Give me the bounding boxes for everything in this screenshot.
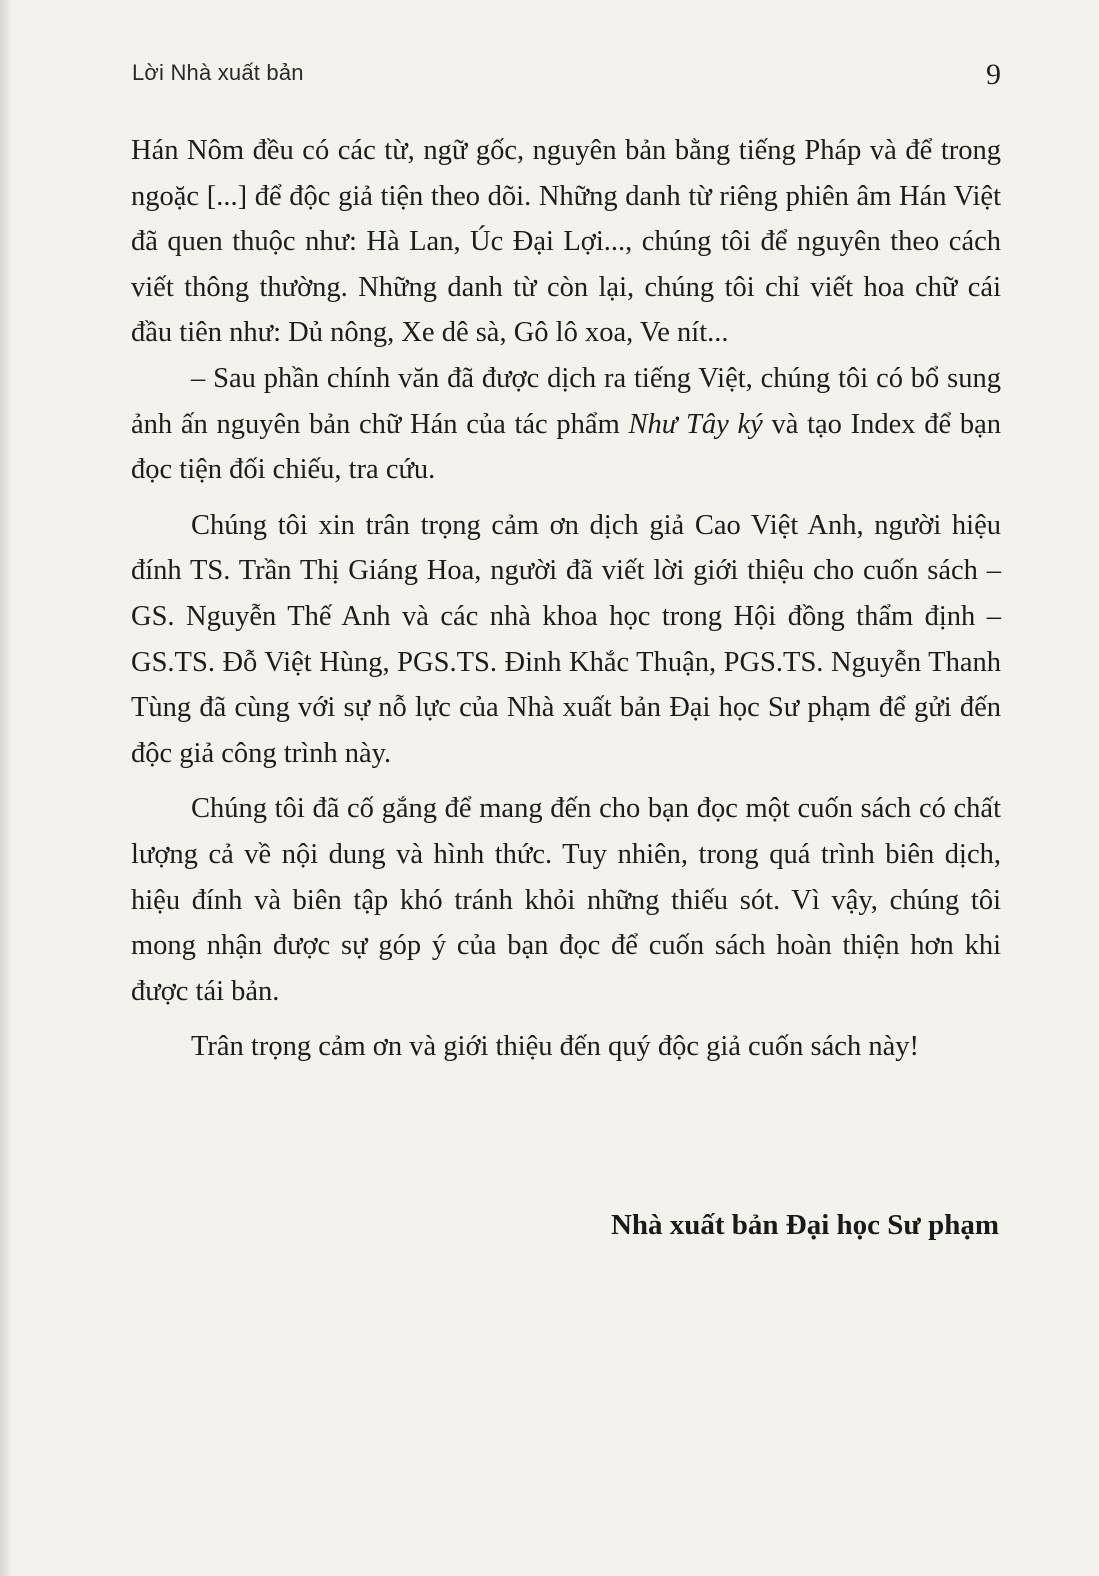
running-header: Lời Nhà xuất bản — [132, 60, 304, 85]
paragraph-acknowledgements: Chúng tôi xin trân trọng cảm ơn dịch giả Cao Việt Anh, người hiệu đính TS. Trần Thị Giáng Hoa, người đã viết lời giới thiệu cho cuốn sách – GS. Nguyễn Thế Anh và các nhà khoa học trong Hội đồng thẩm định – GS.TS. Đỗ Việt Hùng, PGS.TS. Đinh Khắc Thuận, PGS.TS. Nguyễn Thanh Tùng đã cùng với sự nỗ lực của Nhà xuất bản Đại học Sư phạm để gửi đến độc giả công trình này. — [131, 509, 1001, 769]
paragraph-closing: Chúng tôi đã cố gắng để mang đến cho bạn đọc một cuốn sách có chất lượng cả về nội dung và hình thức. Tuy nhiên, trong quá trình biên dịch, hiệu đính và biên tập khó tránh khỏi những thiếu sót. Vì vậy, chúng tôi mong nhận được sự góp ý của bạn đọc để cuốn sách hoàn thiện hơn khi được tái bản. — [131, 793, 1001, 1007]
paragraph-thanks: Trân trọng cảm ơn và giới thiệu đến quý độc giả cuốn sách này! — [191, 1031, 919, 1063]
page-number: 9 — [986, 58, 1001, 91]
paragraph-supplement-text-a: – Sau phần chính văn đã được dịch ra tiếng Việt, chúng tôi có bổ sung ảnh ấn nguyên bản chữ Hán của tác phẩm — [131, 362, 1001, 440]
paragraph-supplement-text-b: và tạo Index để bạn đọc tiện đối chiếu, tra cứu. — [131, 408, 1002, 486]
paragraph-supplement — [131, 356, 1001, 493]
paragraph-continuation: Hán Nôm đều có các từ, ngữ gốc, nguyên bản bằng tiếng Pháp và để trong ngoặc [...] để độc giả tiện theo dõi. Những danh từ riêng phiên âm Hán Việt đã quen thuộc như: Hà Lan, Úc Đại Lợi..., chúng tôi để nguyên theo cách viết thông thường. Những danh từ còn lại, chúng tôi chỉ viết hoa chữ cái đầu tiên như: Dủ nông, Xe dê sà, Gô lô xoa, Ve nít... — [131, 135, 1001, 349]
page-edge-shadow — [0, 0, 14, 1576]
book-title-italic: Như Tây ký — [628, 408, 763, 440]
body-text — [131, 128, 1001, 1070]
publisher-signature: Nhà xuất bản Đại học Sư phạm — [610, 1209, 999, 1241]
